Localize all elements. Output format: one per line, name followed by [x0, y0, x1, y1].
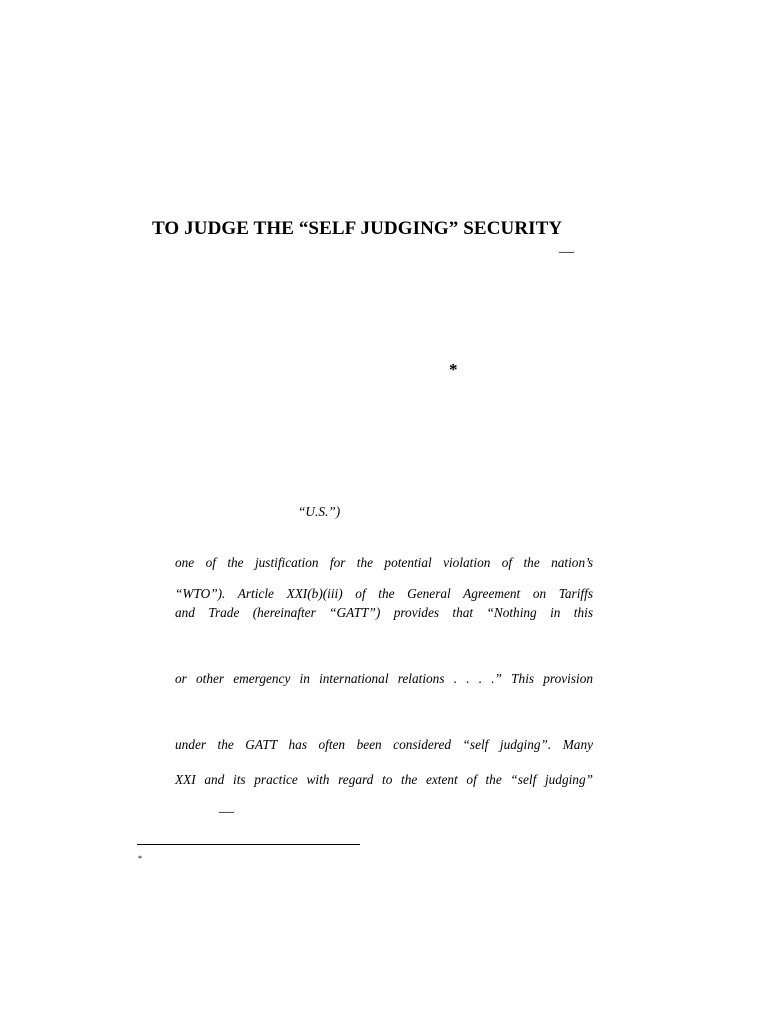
- footnote-separator: [137, 844, 360, 845]
- page-title: TO JUDGE THE “SELF JUDGING” SECURITY: [152, 218, 563, 239]
- body-line-3: and Trade (hereinafter “GATT”) provides that “Nothing in this: [175, 605, 593, 620]
- body-dash: —: [219, 804, 234, 820]
- title-dash: —: [559, 244, 574, 260]
- body-line-6: XXI and its practice with regard to the extent of the “self judging”: [175, 772, 593, 787]
- footnote-mark: *: [138, 854, 142, 863]
- body-line-4: or other emergency in international relations . . . .” This provision: [175, 671, 593, 686]
- us-abbreviation: “U.S.”): [298, 504, 341, 519]
- body-line-2: “WTO”). Article XXI(b)(iii) of the General Agreement on Tariffs: [175, 586, 593, 601]
- body-line-5: under the GATT has often been considered “self judging”. Many: [175, 737, 593, 752]
- author-footnote-mark: *: [449, 360, 458, 379]
- body-line-1: one of the justification for the potential violation of the nation’s: [175, 555, 593, 570]
